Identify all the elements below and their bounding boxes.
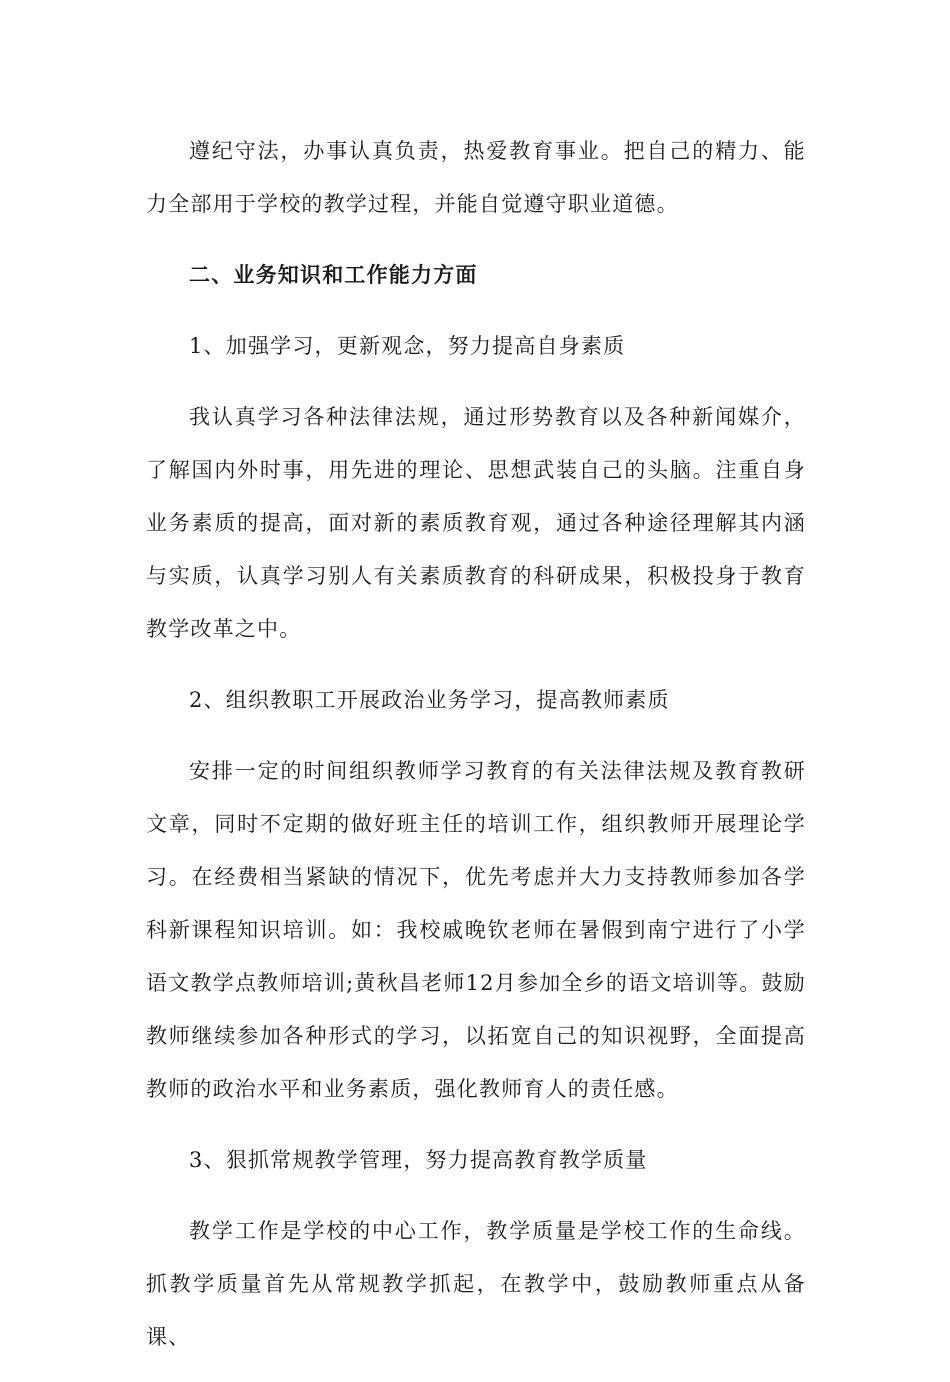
document-page <box>146 125 806 1382</box>
subheading-teaching-management: 3、狠抓常规教学管理，努力提高教育教学质量 <box>189 1148 648 1172</box>
paragraph-ethics: 遵纪守法，办事认真负责，热爱教育事业。把自己的精力、能力全部用于学校的教学过程，并能自觉遵守职业道德。 <box>146 139 806 216</box>
section-heading-business-knowledge: 二、业务知识和工作能力方面 <box>189 263 478 287</box>
paragraph-study: 我认真学习各种法律法规，通过形势教育以及各种新闻媒介，了解国内外时事，用先进的理论、思想武装自己的头脑。注重自身业务素质的提高，面对新的素质教育观，通过各种途径理解其内涵与实质，认真学习别人有关素质教育的科研成果，积极投身于教育教学改革之中。 <box>146 405 806 641</box>
subheading-study: 1、加强学习，更新观念，努力提高自身素质 <box>189 334 626 358</box>
paragraph-staff-study: 安排一定的时间组织教师学习教育的有关法律法规及教育教研文章，同时不定期的做好班主任的培训工作，组织教师开展理论学习。在经费相当紧缺的情况下，优先考虑并大力支持教师参加各学科新课程知识培训。如：我校戚晚钦老师在暑假到南宁进行了小学语文教学点教师培训;黄秋昌老师12月参加全乡的语文培训等。鼓励教师继续参加各种形式的学习，以拓宽自己的知识视野，全面提高教师的政治水平和业务素质，强化教师育人的责任感。 <box>146 759 806 1101</box>
paragraph-teaching-management: 教学工作是学校的中心工作，教学质量是学校工作的生命线。抓教学质量首先从常规教学抓起，在教学中，鼓励教师重点从备课、 <box>146 1219 806 1349</box>
subheading-staff-study: 2、组织教职工开展政治业务学习，提高教师素质 <box>189 688 670 712</box>
